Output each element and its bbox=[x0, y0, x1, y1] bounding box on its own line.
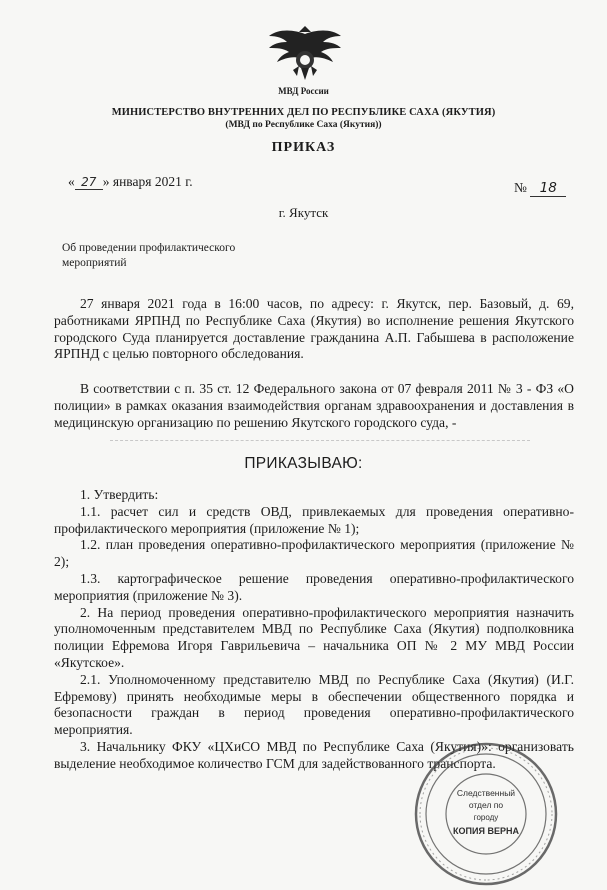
ministry-short-title: (МВД по Республике Саха (Якутия)) bbox=[225, 120, 382, 130]
order-item: 1.2. план проведения оперативно-профилактического мероприятия (приложение № 2); bbox=[54, 537, 574, 570]
ministry-title: МИНИСТЕРСТВО ВНУТРЕННИХ ДЕЛ ПО РЕСПУБЛИКЕ САХА (ЯКУТИЯ) bbox=[111, 107, 496, 118]
order-directive-heading: ПРИКАЗЫВАЮ: bbox=[244, 455, 363, 472]
number-label: № bbox=[514, 180, 527, 195]
date-month-year: » января 2021 г. bbox=[102, 174, 193, 189]
stamp-line-3: городу bbox=[473, 813, 499, 822]
date-open-quote: « bbox=[68, 174, 75, 189]
date-day-handwritten: 27 bbox=[75, 175, 103, 190]
number-value-handwritten: 18 bbox=[530, 180, 566, 197]
stamp-line-2: отдел по bbox=[468, 800, 504, 810]
order-date bbox=[68, 174, 193, 190]
order-item: 3. Начальнику ФКУ «ЦХиСО МВД по Республике Саха (Якутия)»: организовать выделение необходимое количество ГСМ для задействованного транспорта. bbox=[54, 738, 574, 771]
stamp-line-1: Следственный bbox=[456, 788, 516, 798]
preamble-paragraph-2 bbox=[54, 381, 574, 431]
city: г. Якутск bbox=[278, 205, 329, 220]
subject-line: Об проведении профилактического мероприятий bbox=[62, 242, 236, 269]
order-item: 2. На период проведения оперативно-профилактического мероприятия назначить уполномоченным представителем МВД по Республике Саха (Якутия) подполковника полиции Ефремова Игоря Гаврильевича – начальника ОП № 2 МУ МВД России «Якутское». bbox=[54, 604, 574, 670]
mvd-label: МВД России bbox=[278, 86, 329, 96]
order-item: 2.1. Уполномоченному представителю МВД по Республике Саха (Якутия) (И.Г. Ефремову) принять необходимые меры в обеспечении общественного порядка и безопасности граждан в период проведения оперативно-профилактического мероприятия. bbox=[54, 671, 574, 738]
document-type-title: ПРИКАЗ bbox=[271, 140, 336, 155]
order-item: 1.1. расчет сил и средств ОВД, привлекаемых для проведения оперативно-профилактического мероприятия (приложение № 1); bbox=[54, 503, 574, 536]
faint-separator bbox=[110, 440, 530, 443]
round-seal-stamp bbox=[412, 740, 560, 888]
order-items-list bbox=[54, 487, 574, 773]
eagle-emblem-icon bbox=[265, 26, 345, 82]
paragraph-text: 27 января 2021 года в 16:00 часов, по адресу: г. Якутск, пер. Базовый, д. 69, работниками ЯРПНД по Республике Саха (Якутия) во исполнение решения Якутского городского Суда планируется доставление гражданина А.П. Габышева в расположение ЯРПНД с целью повторного обследования. bbox=[54, 296, 574, 362]
order-number bbox=[514, 180, 566, 197]
stamp-line-4: КОПИЯ ВЕРНА bbox=[453, 826, 519, 836]
preamble-paragraph-1 bbox=[54, 296, 574, 363]
order-item: 1. Утвердить: bbox=[80, 487, 159, 502]
order-item: 1.3. картографическое решение проведения оперативно-профилактического мероприятия (приложение № 3). bbox=[54, 570, 574, 603]
paragraph-text: В соответствии с п. 35 ст. 12 Федерального закона от 07 февраля 2011 № 3 - ФЗ «О полиции» в рамках оказания взаимодействия органам здравоохранения и доставления в медицинскую организацию по решению Якутского городского суда, - bbox=[54, 381, 574, 430]
